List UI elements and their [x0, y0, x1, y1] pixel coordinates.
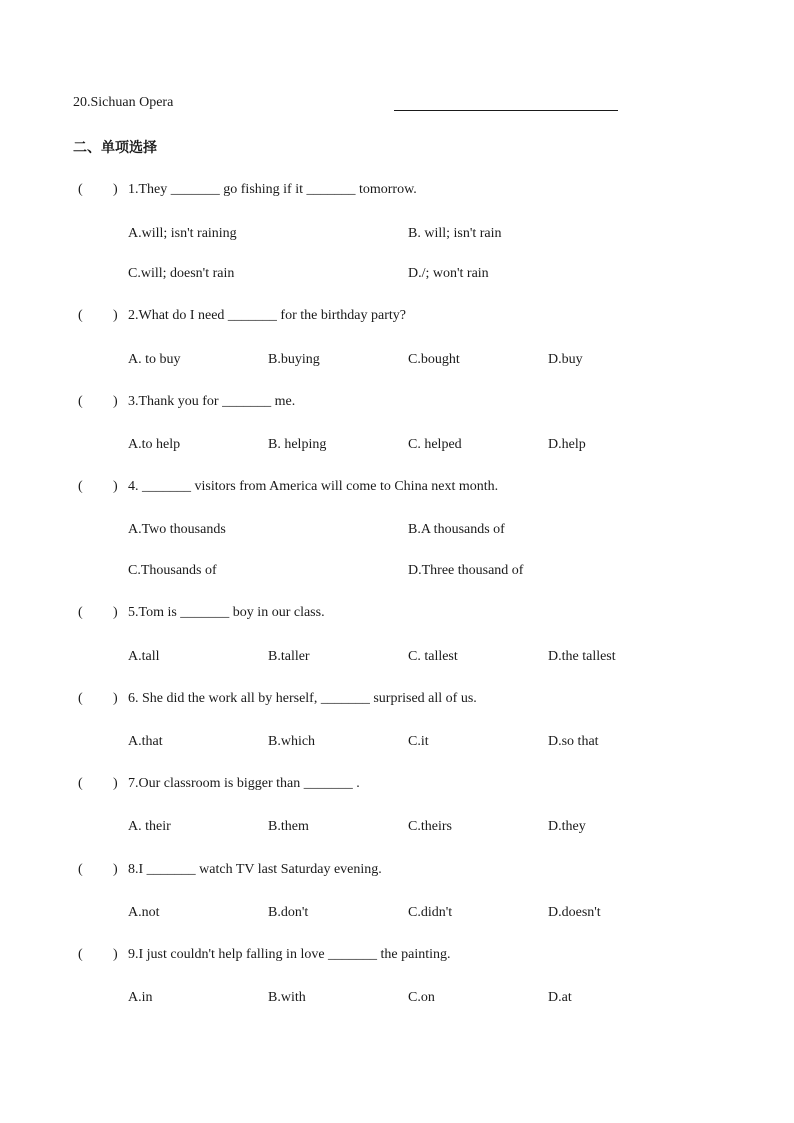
item-20-label: 20.Sichuan Opera: [73, 95, 174, 110]
answer-paren-open: (: [78, 605, 83, 620]
option-b: B.with: [268, 990, 306, 1005]
question-text: 7.Our classroom is bigger than _______ .: [128, 776, 360, 791]
question-text: 4. _______ visitors from America will come to China next month.: [128, 479, 499, 494]
answer-paren-close: ): [113, 605, 118, 620]
answer-paren-open: (: [78, 691, 83, 706]
option-a: A. to buy: [128, 352, 181, 367]
question-text: 2.What do I need _______ for the birthday party?: [128, 308, 406, 323]
option-c: C.will; doesn't rain: [128, 266, 235, 281]
option-a: A.tall: [128, 649, 160, 664]
question-text: 9.I just couldn't help falling in love _______ the painting.: [128, 947, 451, 962]
option-b: B.don't: [268, 905, 309, 920]
option-d: D./; won't rain: [408, 266, 489, 281]
answer-paren-close: ): [113, 308, 118, 323]
option-d: D.at: [548, 990, 572, 1005]
answer-paren-close: ): [113, 394, 118, 409]
option-d: D.buy: [548, 352, 583, 367]
question-text: 8.I _______ watch TV last Saturday evening.: [128, 862, 382, 877]
question-text: 1.They _______ go fishing if it _______ tomorrow.: [128, 182, 417, 197]
option-c: C.it: [408, 734, 429, 749]
answer-paren-close: ): [113, 776, 118, 791]
question-text: 5.Tom is _______ boy in our class.: [128, 605, 325, 620]
question-text: 3.Thank you for _______ me.: [128, 394, 296, 409]
answer-paren-close: ): [113, 182, 118, 197]
option-c: C. helped: [408, 437, 462, 452]
option-a: A.that: [128, 734, 163, 749]
option-b: B.them: [268, 819, 309, 834]
option-c: C.theirs: [408, 819, 452, 834]
option-c: C.bought: [408, 352, 460, 367]
answer-paren-close: ): [113, 947, 118, 962]
option-a: A.in: [128, 990, 153, 1005]
answer-paren-close: ): [113, 479, 118, 494]
option-b: B.A thousands of: [408, 522, 505, 537]
answer-paren-open: (: [78, 394, 83, 409]
option-d: D.they: [548, 819, 586, 834]
option-d: D.Three thousand of: [408, 563, 524, 578]
answer-paren-open: (: [78, 862, 83, 877]
option-b: B. helping: [268, 437, 327, 452]
option-d: D.doesn't: [548, 905, 601, 920]
answer-paren-open: (: [78, 182, 83, 197]
option-c: C. tallest: [408, 649, 458, 664]
answer-paren-open: (: [78, 776, 83, 791]
option-a: A.will; isn't raining: [128, 226, 237, 241]
option-a: A. their: [128, 819, 171, 834]
option-b: B.buying: [268, 352, 320, 367]
answer-blank-line: [394, 110, 618, 111]
option-b: B. will; isn't rain: [408, 226, 502, 241]
option-a: A.to help: [128, 437, 181, 452]
question-text: 6. She did the work all by herself, _______ surprised all of us.: [128, 691, 477, 706]
option-d: D.the tallest: [548, 649, 616, 664]
option-a: A.not: [128, 905, 160, 920]
answer-paren-open: (: [78, 947, 83, 962]
answer-paren-open: (: [78, 308, 83, 323]
option-d: D.so that: [548, 734, 599, 749]
answer-paren-close: ): [113, 691, 118, 706]
option-b: B.taller: [268, 649, 310, 664]
answer-paren-open: (: [78, 479, 83, 494]
option-c: C.didn't: [408, 905, 453, 920]
option-d: D.help: [548, 437, 586, 452]
option-c: C.on: [408, 990, 435, 1005]
answer-paren-close: ): [113, 862, 118, 877]
section-title: 二、单项选择: [73, 140, 157, 156]
option-a: A.Two thousands: [128, 522, 226, 537]
option-c: C.Thousands of: [128, 563, 217, 578]
option-b: B.which: [268, 734, 316, 749]
